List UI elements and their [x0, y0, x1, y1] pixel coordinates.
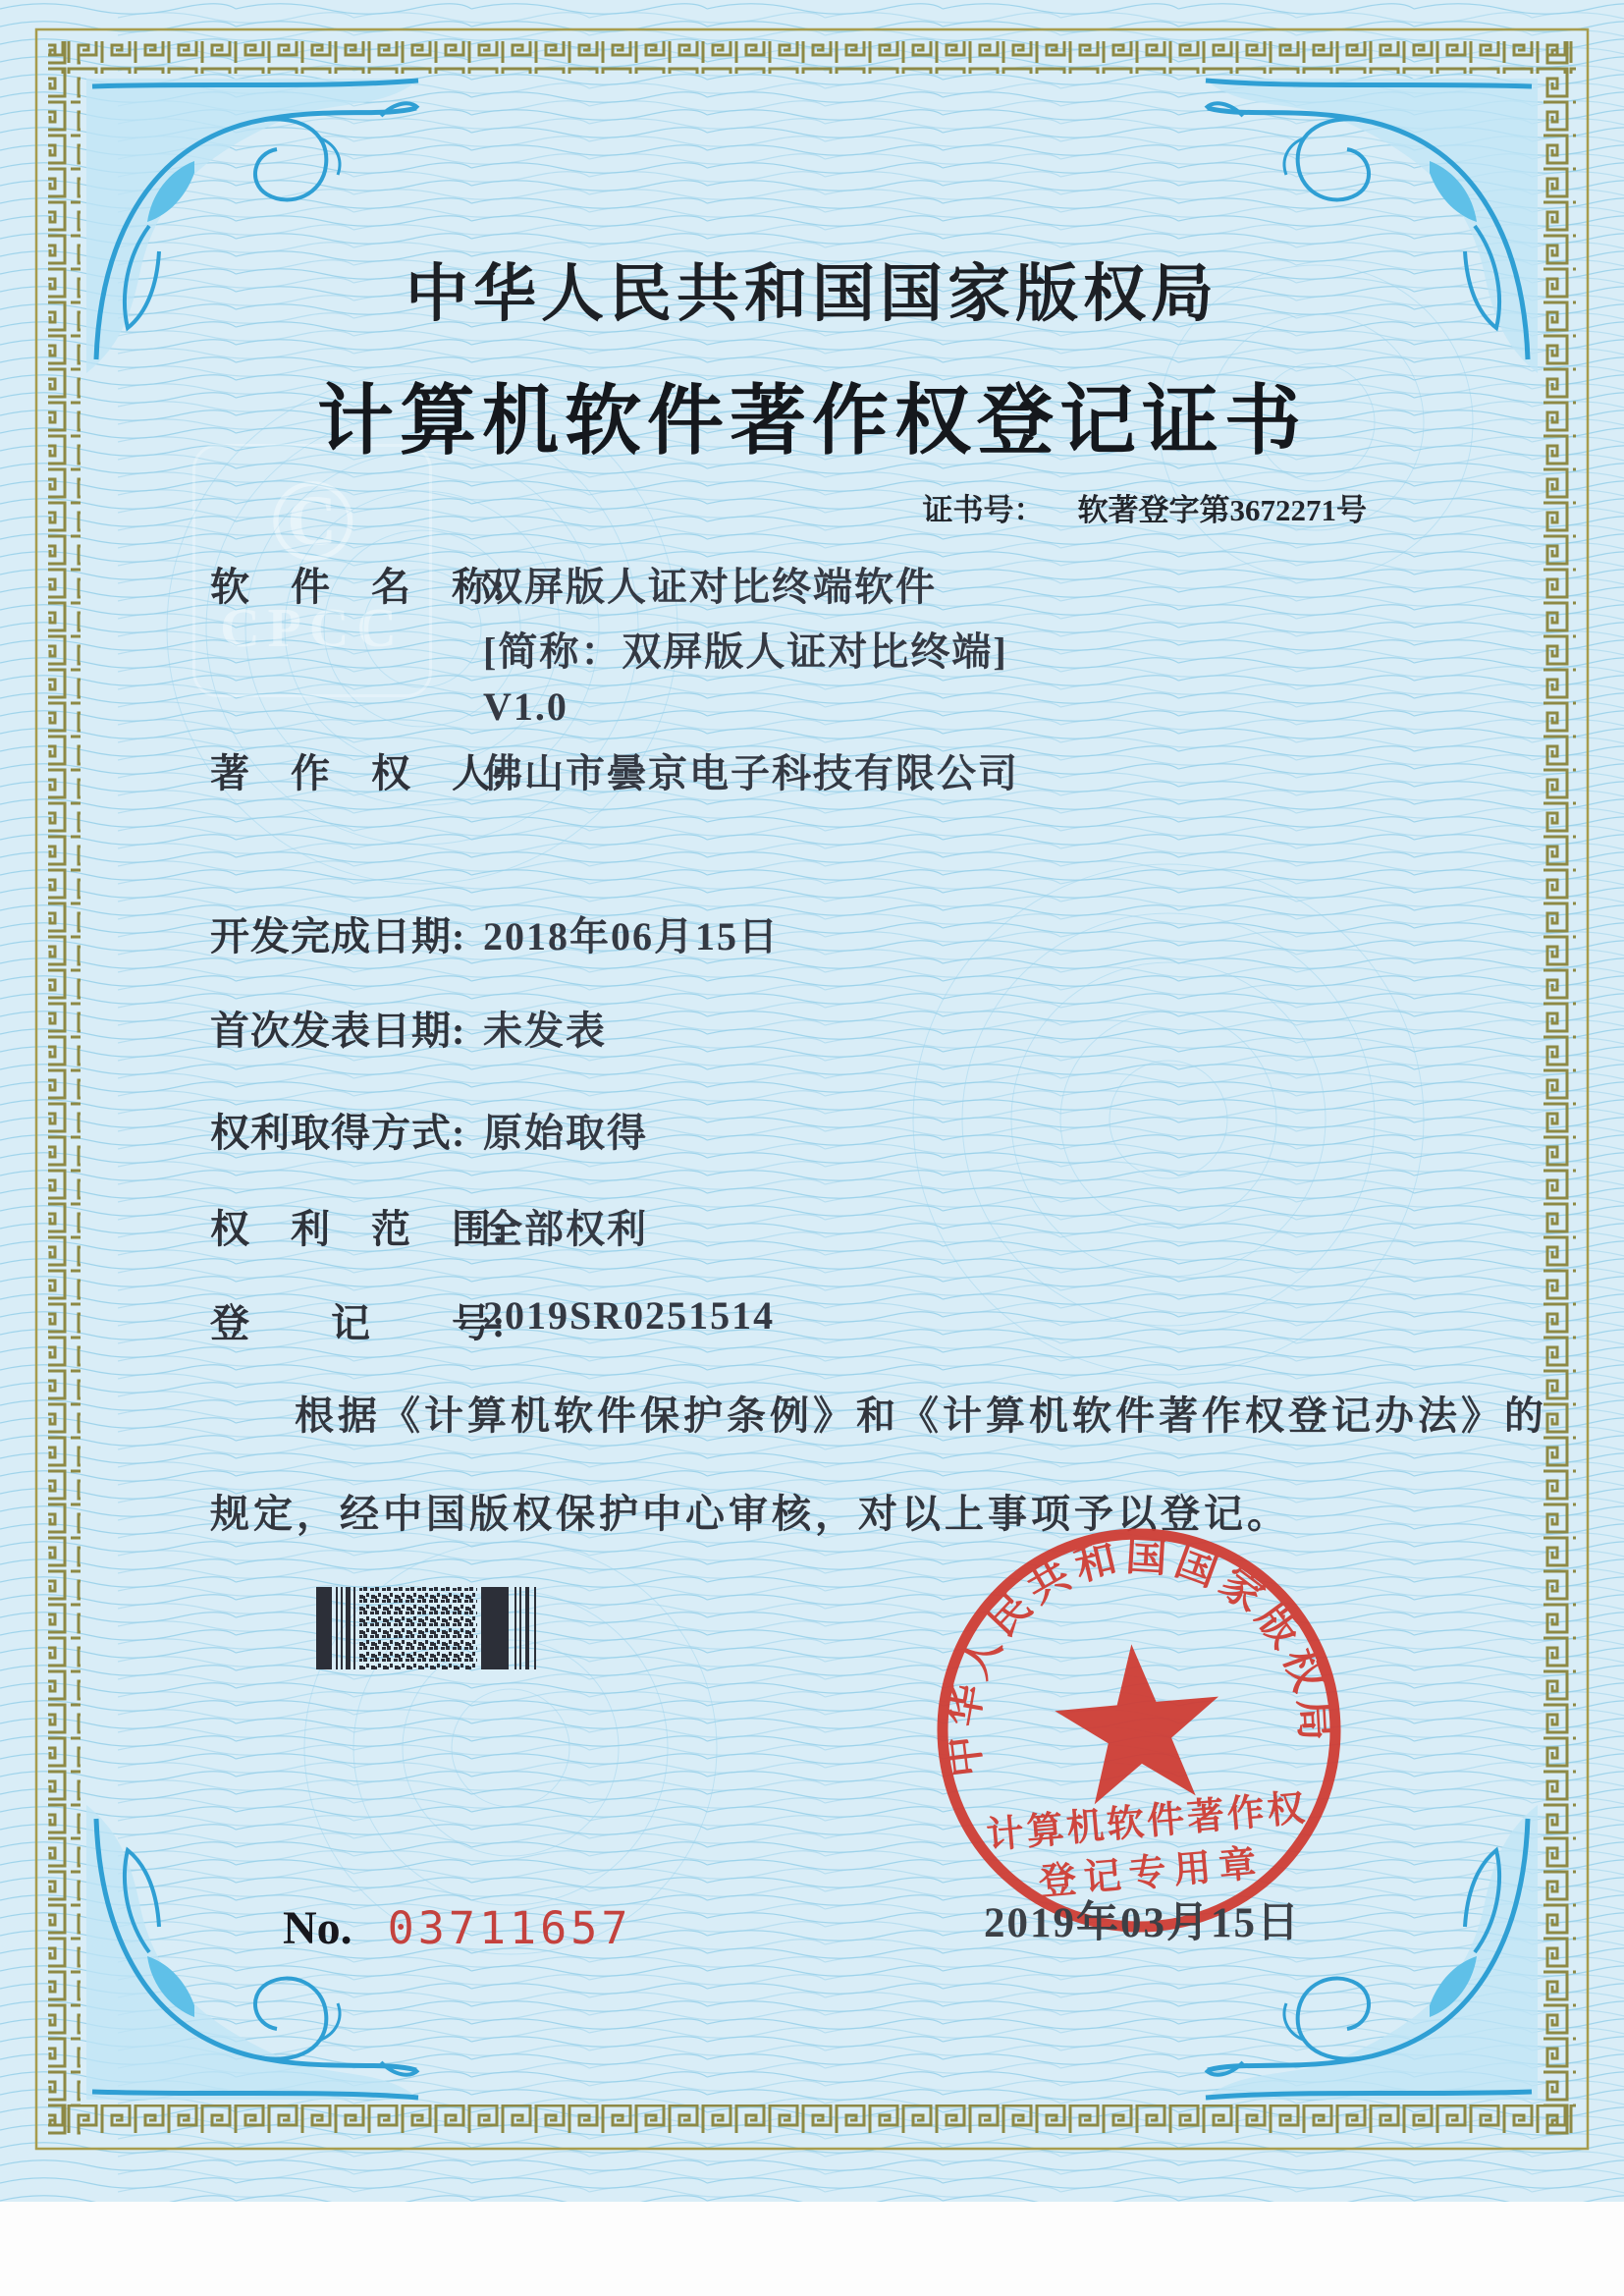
field-label-dev-complete-date: 开发完成日期: — [210, 914, 466, 958]
right-acquisition-value: 原始取得 — [483, 1111, 648, 1155]
cpcc-text: CPCC — [220, 598, 405, 659]
registration-no-value: 2019SR0251514 — [483, 1293, 776, 1338]
seal-date: 2019年03月15日 — [984, 1900, 1301, 1946]
first-publish-date-value: 未发表 — [483, 1009, 607, 1053]
meander-right — [1543, 41, 1576, 2137]
seal-star-icon — [1050, 1637, 1227, 1807]
scan-paper-edge — [0, 2202, 1624, 2296]
field-label-right-acquisition: 权利取得方式: — [210, 1111, 466, 1155]
authority-name: 中华人民共和国国家版权局 — [406, 259, 1218, 329]
barcode — [316, 1587, 544, 1669]
software-name-line1: 双屏版人证对比终端软件 — [483, 565, 937, 609]
meander-top — [48, 41, 1576, 74]
software-name-line2: [简称：双屏版人证对比终端] — [483, 629, 1008, 674]
serial-number-line — [283, 1901, 631, 1955]
dev-complete-date-value: 2018年06月15日 — [483, 914, 780, 958]
meander-left — [48, 41, 81, 2137]
meander-bottom — [48, 2105, 1576, 2137]
certificate-title: 计算机软件著作权登记证书 — [316, 378, 1307, 464]
field-label-first-publish-date: 首次发表日期: — [210, 1009, 466, 1053]
serial-prefix: No. — [283, 1902, 352, 1954]
statement-line2: 规定，经中国版权保护中心审核，对以上事项予以登记。 — [210, 1492, 1290, 1536]
right-scope-value: 全部权利 — [483, 1207, 648, 1251]
field-label-registration-no: 登 记 号: — [210, 1301, 507, 1345]
statement-line1: 根据《计算机软件保护条例》和《计算机软件著作权登记办法》的 — [295, 1394, 1547, 1438]
serial-number: 03711657 — [387, 1902, 632, 1954]
copyright-owner-value: 佛山市曇京电子科技有限公司 — [483, 751, 1019, 795]
seal-line1: 计算机软件著作权 — [984, 1787, 1310, 1857]
certificate-number-line — [923, 485, 1368, 529]
software-version: V1.0 — [483, 684, 568, 729]
seal-arc-text: 中华人民共和国国家版权局 — [940, 1534, 1338, 1779]
certificate-number-label: 证书号： — [922, 493, 1045, 527]
seal-line2: 登记专用章 — [1037, 1842, 1267, 1904]
field-label-copyright-owner: 著 作 权 人: — [210, 751, 507, 795]
copyright-symbol: © — [268, 455, 356, 585]
certificate-number-value: 软著登字第3672271号 — [1077, 493, 1367, 527]
field-label-right-scope: 权 利 范 围: — [210, 1207, 507, 1251]
field-label-software-name: 软 件 名 称: — [210, 565, 507, 609]
